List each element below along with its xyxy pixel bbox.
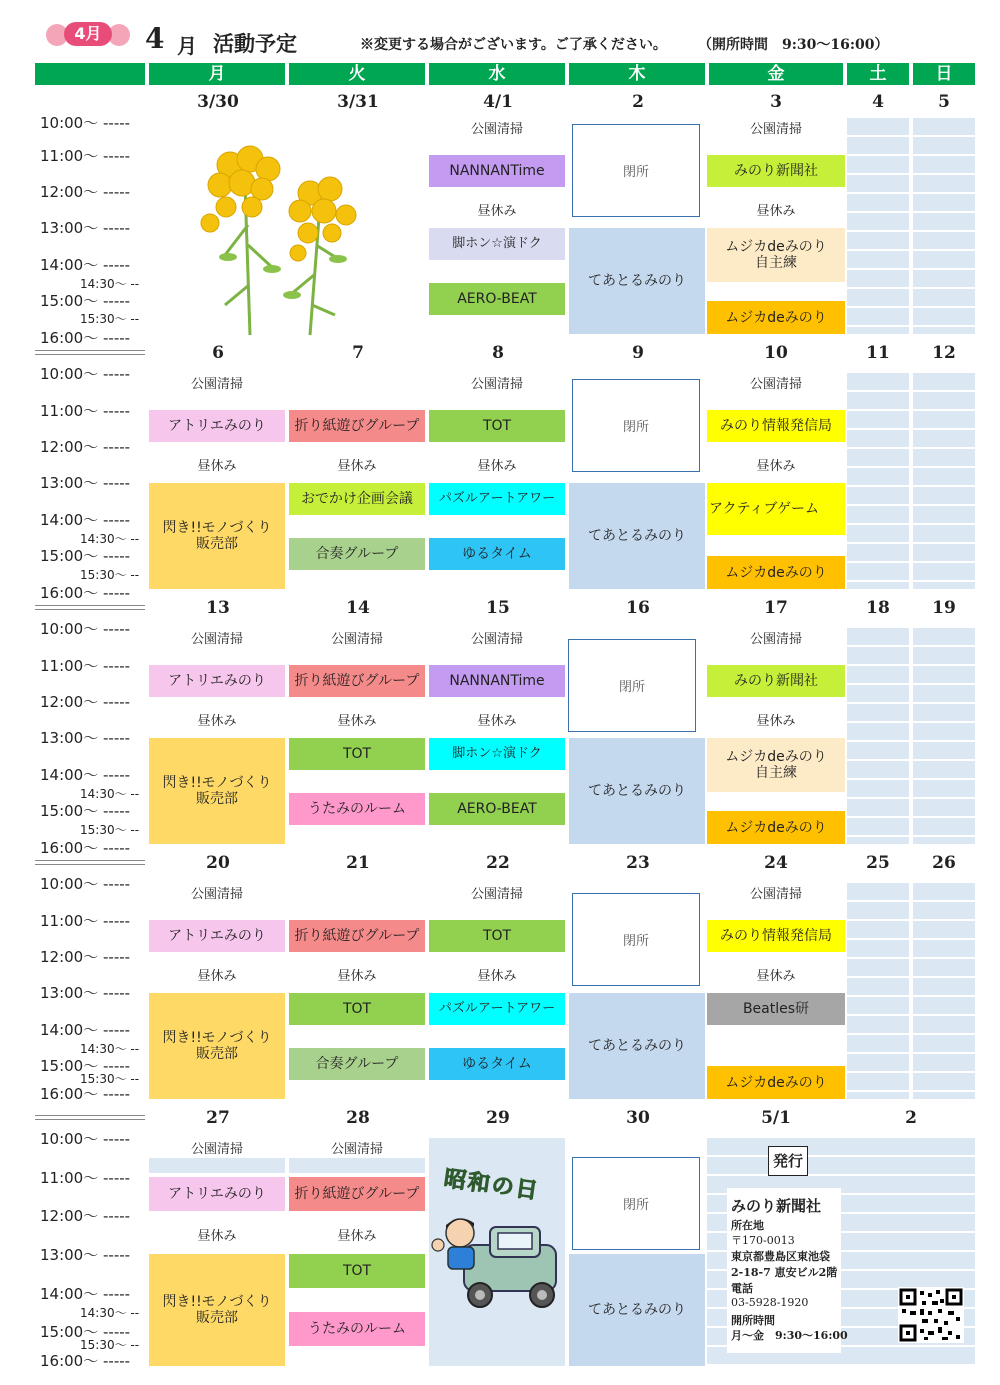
event-block: 閃き!!モノづくり 販売部 bbox=[149, 993, 285, 1099]
event-block: 脚ホン☆演ドク bbox=[429, 228, 565, 260]
event-label: 昼休み bbox=[197, 1229, 237, 1244]
time-label: 14:30～ -- bbox=[80, 277, 140, 291]
time-label: 14:30～ -- bbox=[80, 787, 140, 801]
closed-box: 閉所 bbox=[572, 379, 700, 472]
time-label: 15:00～ ----- bbox=[40, 1057, 131, 1075]
event-block: 折り紙遊びグループ bbox=[289, 920, 425, 952]
event-block: ゆるタイム bbox=[429, 1048, 565, 1080]
qr-code-icon bbox=[898, 1287, 964, 1343]
event-block: アトリエみのり bbox=[149, 665, 285, 697]
date-cell: 11 bbox=[866, 343, 890, 363]
time-label: 15:00～ ----- bbox=[40, 292, 131, 310]
week-divider bbox=[35, 860, 145, 865]
event-block: みのり情報発信局 bbox=[707, 410, 845, 442]
week-divider bbox=[35, 350, 145, 355]
weekday-bar-blank bbox=[35, 63, 145, 85]
week-divider bbox=[35, 605, 145, 610]
event-label: 公園清掃 bbox=[470, 122, 523, 137]
date-cell: 3/31 bbox=[337, 92, 379, 112]
event-label: 公園清掃 bbox=[190, 632, 243, 647]
closed-box: 閉所 bbox=[568, 639, 696, 732]
event-label: 公園清掃 bbox=[749, 377, 802, 392]
event-label: 昼休み bbox=[337, 969, 377, 984]
time-label: 11:00～ ----- bbox=[40, 402, 131, 420]
weekend-blank bbox=[913, 373, 975, 589]
time-label: 15:00～ ----- bbox=[40, 802, 131, 820]
date-cell: 16 bbox=[626, 598, 650, 618]
publisher-name: みのり新聞社 bbox=[731, 1197, 822, 1215]
time-label: 15:00～ ----- bbox=[40, 1323, 131, 1341]
time-label: 12:00～ ----- bbox=[40, 183, 131, 201]
event-label: 公園清掃 bbox=[470, 887, 523, 902]
time-label: 13:00～ ----- bbox=[40, 1246, 131, 1264]
change-notice: ※変更する場合がございます。ご了承ください。 bbox=[360, 37, 667, 53]
date-cell: 5/1 bbox=[761, 1108, 791, 1128]
weekday-thu: 木 bbox=[569, 63, 705, 85]
time-label: 14:30～ -- bbox=[80, 532, 140, 546]
time-label: 14:30～ -- bbox=[80, 1306, 140, 1320]
date-cell: 30 bbox=[626, 1108, 650, 1128]
time-label: 11:00～ ----- bbox=[40, 912, 131, 930]
weekday-wed: 水 bbox=[429, 63, 565, 85]
event-block: うたみのルーム bbox=[289, 793, 425, 825]
event-block: 閃き!!モノづくり 販売部 bbox=[149, 483, 285, 589]
blank-slot bbox=[149, 1158, 285, 1173]
weekend-blank bbox=[847, 118, 909, 334]
time-label: 14:00～ ----- bbox=[40, 256, 131, 274]
time-label: 16:00～ ----- bbox=[40, 1352, 131, 1370]
event-block: 脚ホン☆演ドク bbox=[429, 738, 565, 770]
date-cell: 9 bbox=[632, 343, 644, 363]
date-cell: 15 bbox=[486, 598, 510, 618]
time-label: 13:00～ ----- bbox=[40, 219, 131, 237]
event-label: 公園清掃 bbox=[190, 887, 243, 902]
weekend-blank bbox=[847, 883, 909, 1099]
event-label: 昼休み bbox=[197, 459, 237, 474]
date-cell: 3 bbox=[770, 92, 782, 112]
closed-box: 閉所 bbox=[572, 124, 700, 217]
date-cell: 28 bbox=[346, 1108, 370, 1128]
time-label: 15:30～ -- bbox=[80, 1072, 140, 1086]
date-cell: 27 bbox=[206, 1108, 230, 1128]
event-block: パズルアートアワー bbox=[429, 483, 565, 515]
event-block: てあとるみのり bbox=[569, 993, 705, 1099]
date-cell: 13 bbox=[206, 598, 230, 618]
event-label: 公園清掃 bbox=[470, 377, 523, 392]
date-cell: 8 bbox=[492, 343, 504, 363]
time-label: 15:00～ ----- bbox=[40, 547, 131, 565]
event-block: てあとるみのり bbox=[569, 1254, 705, 1366]
event-label: 公園清掃 bbox=[749, 632, 802, 647]
event-block: 閃き!!モノづくり 販売部 bbox=[149, 738, 285, 844]
event-block: TOT bbox=[289, 993, 425, 1025]
event-block: アトリエみのり bbox=[149, 1177, 285, 1211]
event-block: ゆるタイム bbox=[429, 538, 565, 570]
time-label: 16:00～ ----- bbox=[40, 839, 131, 857]
event-label: 公園清掃 bbox=[190, 377, 243, 392]
weekday-tue: 火 bbox=[289, 63, 425, 85]
address-label: 所在地 bbox=[731, 1219, 764, 1232]
event-block: 合奏グループ bbox=[289, 538, 425, 570]
event-label: 昼休み bbox=[477, 969, 517, 984]
event-block: アトリエみのり bbox=[149, 920, 285, 952]
time-label: 14:00～ ----- bbox=[40, 1021, 131, 1039]
event-block: うたみのルーム bbox=[289, 1312, 425, 1346]
time-label: 15:30～ -- bbox=[80, 1338, 140, 1352]
time-label: 16:00～ ----- bbox=[40, 1085, 131, 1103]
event-block: ムジカdeみのり 自主練 bbox=[707, 228, 845, 282]
event-block: アクティブゲーム bbox=[707, 483, 845, 535]
weekend-blank bbox=[847, 628, 909, 844]
page-title: 活動予定 bbox=[213, 31, 297, 56]
event-block: みのり情報発信局 bbox=[707, 920, 845, 952]
date-cell: 18 bbox=[866, 598, 890, 618]
month-number: 4 bbox=[145, 22, 165, 55]
event-label: 昼休み bbox=[197, 969, 237, 984]
event-label: 公園清掃 bbox=[330, 632, 383, 647]
event-block: てあとるみのり bbox=[569, 228, 705, 334]
date-cell: 22 bbox=[486, 853, 510, 873]
event-label: 公園清掃 bbox=[749, 122, 802, 137]
date-cell: 4/1 bbox=[483, 92, 513, 112]
date-cell: 4 bbox=[872, 92, 884, 112]
address-line-2: 2-18-7 恵安ビル2階 bbox=[731, 1266, 838, 1279]
time-label: 16:00～ ----- bbox=[40, 584, 131, 602]
date-cell: 6 bbox=[212, 343, 224, 363]
event-label: 昼休み bbox=[477, 714, 517, 729]
event-block: ムジカdeみのり bbox=[707, 811, 845, 844]
date-cell: 3/30 bbox=[197, 92, 239, 112]
event-label: 公園清掃 bbox=[470, 632, 523, 647]
rapeseed-flower-illustration bbox=[190, 145, 370, 340]
phone-number: 03-5928-1920 bbox=[731, 1296, 809, 1309]
time-label: 14:30～ -- bbox=[80, 1042, 140, 1056]
time-label: 15:30～ -- bbox=[80, 312, 140, 326]
date-cell: 14 bbox=[346, 598, 370, 618]
weekday-sat: 土 bbox=[847, 63, 909, 85]
event-block: てあとるみのり bbox=[569, 483, 705, 589]
event-block: みのり新聞社 bbox=[707, 665, 845, 697]
date-cell: 5 bbox=[938, 92, 950, 112]
weekday-sun: 日 bbox=[913, 63, 975, 85]
time-label: 12:00～ ----- bbox=[40, 1207, 131, 1225]
month-badge: 4月 bbox=[46, 22, 130, 48]
event-block: 合奏グループ bbox=[289, 1048, 425, 1080]
event-block: AERO-BEAT bbox=[429, 793, 565, 825]
event-block: Beatles研 bbox=[707, 993, 845, 1025]
time-label: 14:00～ ----- bbox=[40, 766, 131, 784]
date-cell: 10 bbox=[764, 343, 788, 363]
truck-boy-illustration bbox=[430, 1205, 564, 1315]
event-label: 昼休み bbox=[756, 969, 796, 984]
event-block: ムジカdeみのり 自主練 bbox=[707, 738, 845, 792]
event-block: おでかけ企画会議 bbox=[289, 483, 425, 515]
event-label: 昼休み bbox=[197, 714, 237, 729]
blank-slot bbox=[289, 1158, 425, 1173]
address-line-1: 東京都豊島区東池袋 bbox=[731, 1250, 830, 1263]
event-block: ムジカdeみのり bbox=[707, 301, 845, 334]
time-label: 10:00～ ----- bbox=[40, 875, 131, 893]
event-block: TOT bbox=[289, 738, 425, 770]
event-label: 昼休み bbox=[756, 714, 796, 729]
date-cell: 12 bbox=[932, 343, 956, 363]
time-label: 11:00～ ----- bbox=[40, 657, 131, 675]
time-label: 15:30～ -- bbox=[80, 568, 140, 582]
event-block: NANNANTime bbox=[429, 155, 565, 187]
event-block: みのり新聞社 bbox=[707, 155, 845, 187]
time-label: 10:00～ ----- bbox=[40, 365, 131, 383]
week-divider bbox=[35, 1115, 145, 1120]
hours-label: 開所時間 bbox=[731, 1314, 775, 1327]
time-label: 13:00～ ----- bbox=[40, 474, 131, 492]
event-label: 昼休み bbox=[337, 1229, 377, 1244]
date-cell: 29 bbox=[486, 1108, 510, 1128]
time-label: 11:00～ ----- bbox=[40, 147, 131, 165]
time-label: 11:00～ ----- bbox=[40, 1169, 131, 1187]
event-block: NANNANTime bbox=[429, 665, 565, 697]
month-unit: 月 bbox=[177, 34, 197, 58]
date-cell: 25 bbox=[866, 853, 890, 873]
time-label: 16:00～ ----- bbox=[40, 329, 131, 347]
date-cell: 20 bbox=[206, 853, 230, 873]
time-label: 15:30～ -- bbox=[80, 823, 140, 837]
event-block: ムジカdeみのり bbox=[707, 1066, 845, 1099]
event-block: 折り紙遊びグループ bbox=[289, 665, 425, 697]
date-cell: 7 bbox=[352, 343, 364, 363]
date-cell: 2 bbox=[632, 92, 644, 112]
event-label: 昼休み bbox=[337, 714, 377, 729]
event-block: TOT bbox=[429, 410, 565, 442]
event-label: 昼休み bbox=[756, 459, 796, 474]
date-cell: 17 bbox=[764, 598, 788, 618]
event-label: 公園清掃 bbox=[190, 1142, 243, 1157]
event-label: 昼休み bbox=[477, 459, 517, 474]
closed-box: 閉所 bbox=[572, 1157, 700, 1250]
event-block: TOT bbox=[429, 920, 565, 952]
event-block: TOT bbox=[289, 1254, 425, 1288]
event-label: 公園清掃 bbox=[749, 887, 802, 902]
event-block: 折り紙遊びグループ bbox=[289, 410, 425, 442]
date-cell: 21 bbox=[346, 853, 370, 873]
issue-label: 発行 bbox=[768, 1146, 808, 1176]
event-block: 閃き!!モノづくり 販売部 bbox=[149, 1254, 285, 1366]
time-label: 14:00～ ----- bbox=[40, 511, 131, 529]
weekday-fri: 金 bbox=[709, 63, 843, 85]
event-label: 昼休み bbox=[337, 459, 377, 474]
date-cell: 24 bbox=[764, 853, 788, 873]
weekend-blank bbox=[913, 628, 975, 844]
showa-day-title: 昭和の日 bbox=[442, 1165, 542, 1205]
event-block: AERO-BEAT bbox=[429, 283, 565, 315]
time-label: 10:00～ ----- bbox=[40, 1130, 131, 1148]
time-label: 10:00～ ----- bbox=[40, 620, 131, 638]
time-label: 12:00～ ----- bbox=[40, 693, 131, 711]
phone-label: 電話 bbox=[731, 1282, 753, 1295]
weekend-blank bbox=[847, 373, 909, 589]
event-label: 昼休み bbox=[477, 204, 517, 219]
date-cell: 26 bbox=[932, 853, 956, 873]
event-label: 昼休み bbox=[756, 204, 796, 219]
weekend-blank bbox=[913, 883, 975, 1099]
event-block: パズルアートアワー bbox=[429, 993, 565, 1025]
closed-box: 閉所 bbox=[572, 893, 700, 986]
event-block: ムジカdeみのり bbox=[707, 556, 845, 589]
weekend-blank bbox=[913, 118, 975, 334]
opening-hours: （開所時間 9:30～16:00） bbox=[698, 37, 889, 53]
event-block: アトリエみのり bbox=[149, 410, 285, 442]
event-label: 公園清掃 bbox=[330, 1142, 383, 1157]
date-cell: 2 bbox=[905, 1108, 917, 1128]
date-cell: 23 bbox=[626, 853, 650, 873]
time-label: 13:00～ ----- bbox=[40, 729, 131, 747]
time-label: 14:00～ ----- bbox=[40, 1285, 131, 1303]
time-label: 12:00～ ----- bbox=[40, 438, 131, 456]
time-label: 12:00～ ----- bbox=[40, 948, 131, 966]
hours-value: 月～金 9:30～16:00 bbox=[731, 1329, 848, 1342]
event-block: てあとるみのり bbox=[569, 738, 705, 844]
time-label: 10:00～ ----- bbox=[40, 114, 131, 132]
event-block: 折り紙遊びグループ bbox=[289, 1177, 425, 1211]
time-label: 13:00～ ----- bbox=[40, 984, 131, 1002]
date-cell: 19 bbox=[932, 598, 956, 618]
weekday-mon: 月 bbox=[149, 63, 285, 85]
postal-code: 〒170-0013 bbox=[731, 1234, 795, 1247]
